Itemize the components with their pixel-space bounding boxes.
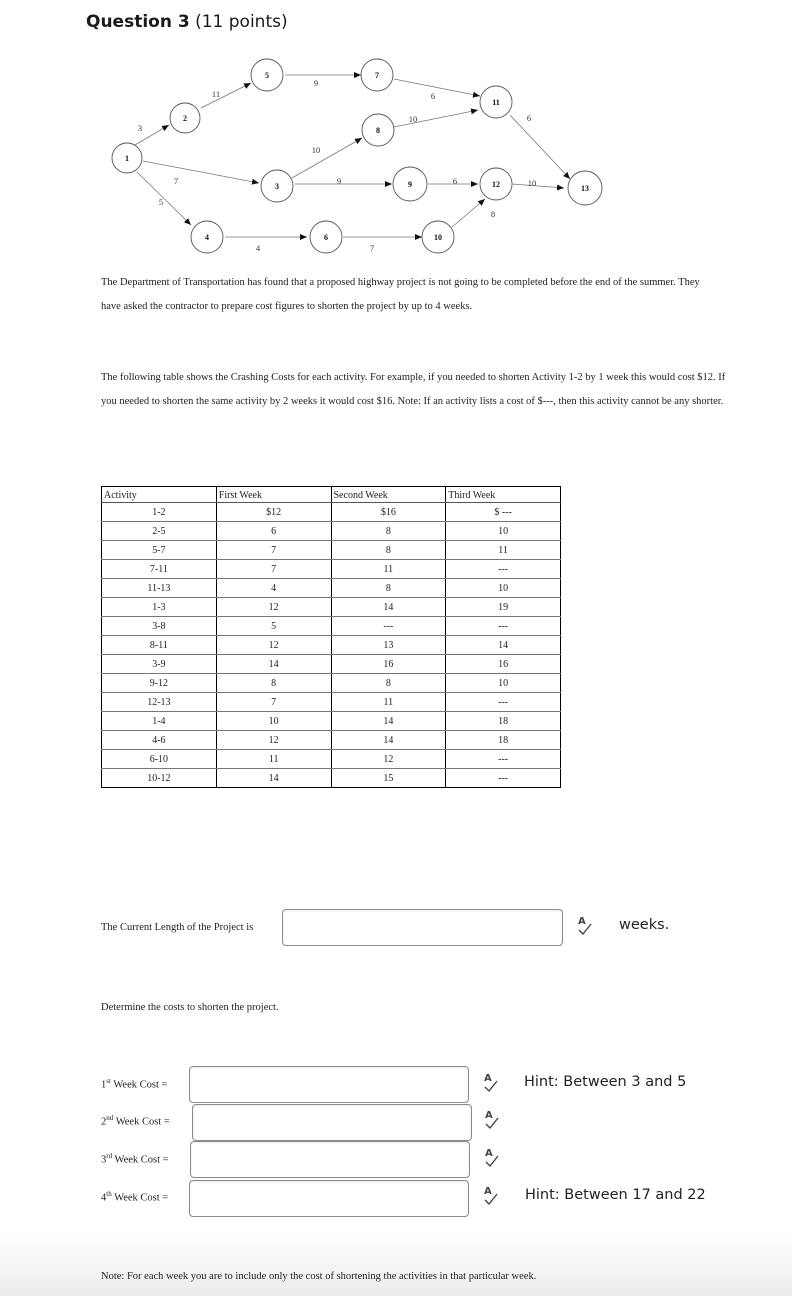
- node-label: 8: [376, 126, 380, 135]
- edge-label: 6: [526, 113, 532, 123]
- table-row: [102, 560, 561, 579]
- cost-cell: 12: [216, 636, 331, 655]
- cost-cell: 7: [216, 560, 331, 579]
- week-2-cost-label: 2nd Week Cost =: [101, 1114, 170, 1128]
- edge-label: 9: [313, 78, 319, 88]
- cost-cell: 15: [331, 769, 446, 788]
- cost-cell: 16: [331, 655, 446, 674]
- cost-cell: ---: [446, 560, 561, 579]
- cost-cell: 6: [216, 522, 331, 541]
- table-row: [102, 522, 561, 541]
- cost-cell: 14: [216, 655, 331, 674]
- table-header-row: [102, 487, 561, 503]
- edge-label: 6: [430, 91, 436, 101]
- activity-cell: 3-8: [102, 617, 217, 636]
- edge-label: 9: [336, 176, 342, 186]
- edge-label: 8: [490, 209, 496, 219]
- edge-label: 7: [369, 243, 375, 253]
- table-row: [102, 579, 561, 598]
- current-length-label: The Current Length of the Project is: [101, 922, 254, 933]
- node-label: 5: [265, 71, 269, 80]
- node-label: 7: [375, 71, 379, 80]
- node-label: 1: [125, 154, 129, 163]
- cost-cell: 8: [331, 541, 446, 560]
- edge-7-11: [394, 79, 480, 96]
- table-row: [102, 503, 561, 522]
- cost-cell: 4: [216, 579, 331, 598]
- activity-cell: 9-12: [102, 674, 217, 693]
- activity-cell: 1-2: [102, 503, 217, 522]
- cost-cell: ---: [446, 693, 561, 712]
- cost-cell: 14: [446, 636, 561, 655]
- activity-cell: 3-9: [102, 655, 217, 674]
- edge-label: 4: [255, 243, 261, 253]
- cost-cell: 18: [446, 712, 561, 731]
- node-label: 4: [205, 233, 209, 242]
- weeks-unit-label: weeks.: [619, 917, 670, 933]
- table-row: [102, 598, 561, 617]
- bottom-fade: [0, 1230, 792, 1296]
- node-label: 9: [408, 180, 412, 189]
- activity-cell: 5-7: [102, 541, 217, 560]
- edge-3-8: [292, 138, 362, 178]
- table-row: [102, 541, 561, 560]
- activity-cell: 2-5: [102, 522, 217, 541]
- footer-note: Note: For each week you are to include only the cost of shortening the activities in that particular week.: [101, 1271, 537, 1282]
- edge-label: 10: [408, 114, 418, 124]
- cost-cell: ---: [446, 617, 561, 636]
- cost-cell: 14: [216, 769, 331, 788]
- cost-cell: ---: [446, 750, 561, 769]
- project-network-diagram: [100, 55, 620, 265]
- header-third-week: Third Week: [446, 487, 561, 503]
- cost-cell: 12: [331, 750, 446, 769]
- edge-12-13: [512, 184, 564, 188]
- week-3-cost-input[interactable]: [190, 1141, 470, 1178]
- node-label: 12: [492, 180, 500, 189]
- cost-cell: 7: [216, 693, 331, 712]
- table-description: The following table shows the Crashing Costs for each activity. For example, if you needed to shorten Activity 1-2 by 1 week this would cost $12. If you needed to shorten the same activity by 2 weeks it would cost $16. Note: If an activity lists a cost of $---, then this activity cannot be any shorter.: [101, 372, 726, 407]
- header-second-week: Second Week: [331, 487, 446, 503]
- activity-cell: 6-10: [102, 750, 217, 769]
- cost-cell: 8: [331, 522, 446, 541]
- edge-label: 10: [527, 178, 537, 188]
- table-row: [102, 617, 561, 636]
- edge-label: 10: [311, 145, 321, 155]
- edge-label: 11: [211, 89, 221, 99]
- cost-cell: 13: [331, 636, 446, 655]
- cost-cell: 14: [331, 731, 446, 750]
- cost-cell: 14: [331, 598, 446, 617]
- table-row: [102, 750, 561, 769]
- cost-cell: 11: [331, 560, 446, 579]
- activity-cell: 8-11: [102, 636, 217, 655]
- spellcheck-icon[interactable]: A: [577, 919, 593, 935]
- cost-cell: 11: [331, 693, 446, 712]
- week-4-cost-label: 4th Week Cost =: [101, 1190, 169, 1204]
- intro-paragraph: The Department of Transportation has found that a proposed highway project is not going to be completed before the end of the summer. They have asked the contractor to prepare cost figures to shorten the project by up to 4 weeks.: [101, 277, 700, 312]
- table-row: [102, 693, 561, 712]
- cost-cell: 10: [446, 522, 561, 541]
- crashing-costs-table: [101, 486, 561, 788]
- activity-cell: 1-4: [102, 712, 217, 731]
- edge-11-13: [510, 115, 570, 179]
- edge-label: 5: [158, 197, 164, 207]
- node-label: 3: [275, 182, 279, 191]
- cost-cell: 14: [331, 712, 446, 731]
- activity-cell: 12-13: [102, 693, 217, 712]
- cost-cell: 10: [216, 712, 331, 731]
- table-row: [102, 674, 561, 693]
- edge-1-4: [137, 172, 191, 225]
- node-label: 6: [324, 233, 328, 242]
- spellcheck-icon[interactable]: A: [483, 1189, 499, 1205]
- activity-cell: 1-3: [102, 598, 217, 617]
- week-3-cost-label: 3rd Week Cost =: [101, 1152, 169, 1166]
- cost-cell: ---: [331, 617, 446, 636]
- node-label: 10: [434, 233, 442, 242]
- table-row: [102, 712, 561, 731]
- week-1-hint: Hint: Between 3 and 5: [524, 1074, 687, 1090]
- edge-1-3: [143, 161, 259, 183]
- cost-cell: 8: [331, 579, 446, 598]
- cost-cell: 12: [216, 731, 331, 750]
- cost-cell: 8: [216, 674, 331, 693]
- week-4-hint: Hint: Between 17 and 22: [525, 1187, 706, 1203]
- edge-label: 3: [137, 123, 143, 133]
- week-2-cost-input[interactable]: [192, 1104, 472, 1141]
- determine-label: Determine the costs to shorten the project.: [101, 1002, 279, 1013]
- cost-cell: $16: [331, 503, 446, 522]
- activity-cell: 10-12: [102, 769, 217, 788]
- cost-cell: 10: [446, 674, 561, 693]
- cost-cell: 5: [216, 617, 331, 636]
- spellcheck-icon[interactable]: A: [484, 1113, 500, 1129]
- edge-label: 7: [173, 176, 179, 186]
- week-1-cost-label: 1st Week Cost =: [101, 1077, 168, 1091]
- question-title: Question 3 (11 points): [86, 12, 288, 32]
- cost-cell: ---: [446, 769, 561, 788]
- activity-cell: 11-13: [102, 579, 217, 598]
- edge-2-5: [201, 83, 251, 108]
- cost-cell: 8: [331, 674, 446, 693]
- edge-8-11: [394, 110, 478, 127]
- table-row: [102, 636, 561, 655]
- cost-cell: 12: [216, 598, 331, 617]
- edge-label: 6: [452, 176, 458, 186]
- node-label: 13: [581, 184, 589, 193]
- spellcheck-icon[interactable]: A: [483, 1076, 499, 1092]
- header-activity: Activity: [102, 487, 217, 503]
- spellcheck-icon[interactable]: A: [484, 1151, 500, 1167]
- cost-cell: 11: [446, 541, 561, 560]
- node-label: 11: [492, 98, 500, 107]
- activity-cell: 7-11: [102, 560, 217, 579]
- cost-cell: 10: [446, 579, 561, 598]
- current-length-input[interactable]: [282, 909, 563, 946]
- table-row: [102, 731, 561, 750]
- edge-10-12: [452, 199, 485, 227]
- activity-cell: 4-6: [102, 731, 217, 750]
- cost-cell: $12: [216, 503, 331, 522]
- cost-cell: 18: [446, 731, 561, 750]
- cost-cell: 7: [216, 541, 331, 560]
- cost-cell: 11: [216, 750, 331, 769]
- week-4-cost-input[interactable]: [189, 1180, 469, 1217]
- cost-cell: $ ---: [446, 503, 561, 522]
- week-1-cost-input[interactable]: [189, 1066, 469, 1103]
- table-row: [102, 769, 561, 788]
- cost-cell: 16: [446, 655, 561, 674]
- cost-cell: 19: [446, 598, 561, 617]
- node-label: 2: [183, 114, 187, 123]
- header-first-week: First Week: [216, 487, 331, 503]
- table-row: [102, 655, 561, 674]
